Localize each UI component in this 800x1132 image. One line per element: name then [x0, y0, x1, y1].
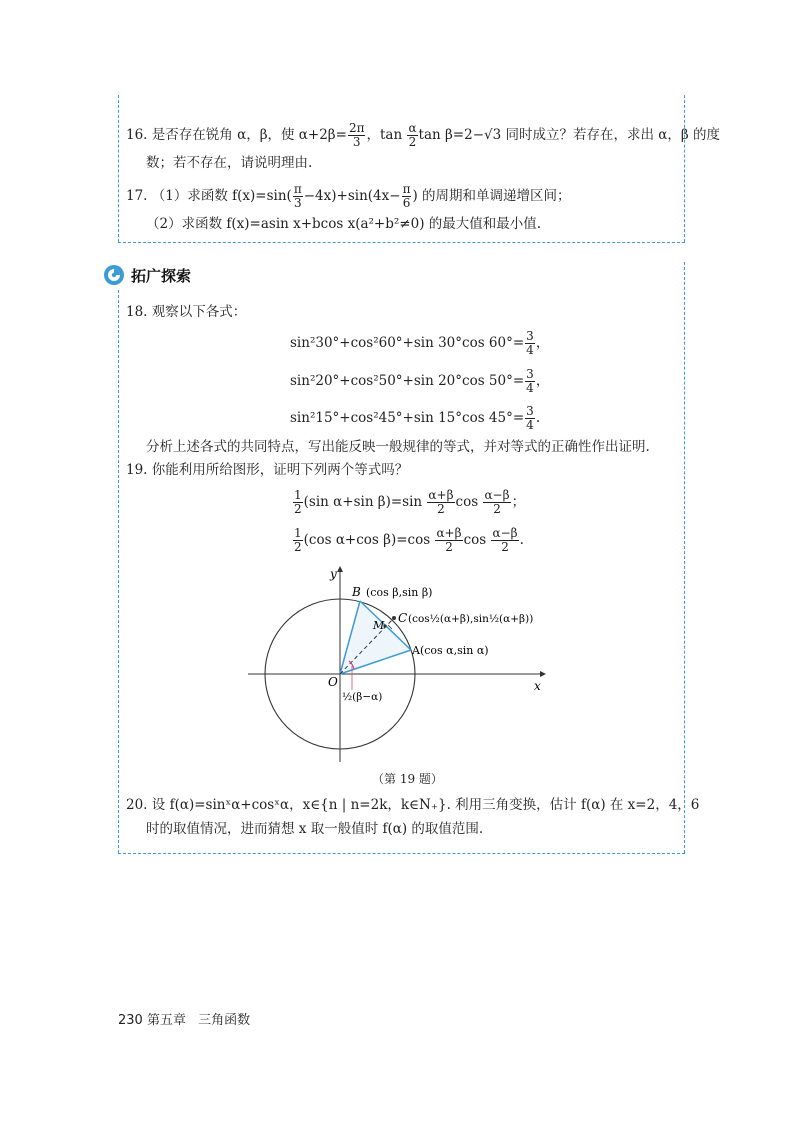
bottom-box-right-border	[684, 262, 685, 853]
problem-18-number: 18.	[126, 304, 148, 320]
figure-caption: （第 19 题）	[372, 772, 443, 786]
problem-19-intro: 19. 你能利用所给图形，证明下列两个等式吗？	[126, 462, 409, 478]
label-x: x	[534, 679, 541, 693]
bottom-box-bottom-border	[118, 853, 685, 854]
fraction: $\frac{\alpha+\beta}{2}$	[428, 488, 454, 516]
label-y: y	[330, 567, 337, 581]
problem-18-equation-1: sin²30°+cos²60°+sin 30°cos 60°= $\frac{3}{4}$ ，	[290, 329, 550, 357]
problem-16-line-2: 数；若不存在，请说明理由.	[146, 155, 313, 171]
section-title: 拓广探索	[131, 266, 192, 285]
problem-19-equation-2: $\frac{1}{2}$ (cos α+cos β)=cos $\frac{\alpha+\beta}{2}$ cos $\frac{\alpha-\beta}{2}$ .	[294, 526, 524, 554]
problem-19-equation-1: $\frac{1}{2}$ (sin α+sin β)=sin $\frac{\alpha+\beta}{2}$ cos $\frac{\alpha-\beta}{2}$ ；	[294, 488, 526, 516]
problem-17-part-2: （2）求函数 f(x)=asin x+bcos x(a²+b²≠0) 的最大值和最小值.	[146, 216, 542, 232]
unit-circle-figure	[240, 566, 560, 766]
fraction: $\frac{3}{4}$	[526, 329, 534, 357]
label-angle: ½(β−α)	[342, 691, 383, 703]
problem-18-intro: 18. 观察以下各式：	[126, 304, 247, 320]
problem-16-number: 16.	[126, 127, 148, 143]
fraction: $\frac{1}{2}$	[294, 526, 302, 554]
page-footer	[118, 1009, 250, 1028]
explore-icon	[103, 264, 125, 286]
label-b-coord: (cos β,sin β)	[366, 586, 433, 599]
problem-18-equation-2: sin²20°+cos²50°+sin 20°cos 50°= $\frac{3}{4}$ ，	[290, 367, 550, 395]
fraction: $\frac{1}{2}$	[294, 488, 302, 516]
fraction: $\frac{3}{4}$	[526, 404, 534, 432]
label-c-coord: (cos½(α+β),sin½(α+β))	[408, 613, 534, 625]
page-number: 230	[118, 1013, 143, 1028]
top-box-right-border	[684, 95, 685, 242]
top-box-left-border	[118, 95, 119, 242]
problem-20-line-2: 时的取值情况，进而猜想 x 取一般值时 f(α) 的取值范围.	[146, 821, 484, 837]
y-axis-arrow-icon	[337, 566, 343, 572]
problem-17-number: 17.	[126, 188, 148, 204]
problem-20-line-1: 20. 设 f(α)=sinˣα+cosˣα，x∈{n | n=2k，k∈N₊}. 利用三角变换，估计 f(α) 在 x=2，4，6	[126, 797, 700, 813]
fraction: $\frac{\alpha+\beta}{2}$	[436, 526, 462, 554]
problem-18-equation-3: sin²15°+cos²45°+sin 15°cos 45°= $\frac{3}{4}$ .	[290, 404, 541, 432]
label-o: O	[328, 675, 338, 689]
chapter-label: 第五章	[146, 1013, 186, 1028]
point-c	[392, 616, 396, 620]
chapter-title: 三角函数	[198, 1013, 251, 1028]
label-a: A(cos α,sin α)	[412, 644, 489, 657]
problem-18-conclusion: 分析上述各式的共同特点，写出能反映一般规律的等式，并对等式的正确性作出证明.	[146, 439, 650, 455]
fraction: $\frac{\alpha}{2}$	[408, 121, 417, 149]
problem-16-line-1: 16. 是否存在锐角 α，β，使 α+2β= $\frac{2\pi}{3}$ ，tan $\frac{\alpha}{2}$ tan β=2−√3 同时成立？若存在，求出 α，β 的度	[126, 121, 721, 149]
problem-17-part-1: 17. （1）求函数 f(x)=sin( $\frac{\pi}{3}$ −4x)+sin(4x− $\frac{\pi}{6}$ ) 的周期和单调递增区间；	[126, 182, 571, 210]
fraction: $\frac{\pi}{6}$	[402, 182, 411, 210]
problem-20-number: 20.	[126, 797, 148, 813]
label-b: B	[352, 585, 361, 599]
fraction: $\frac{\alpha-\beta}{2}$	[484, 488, 510, 516]
bottom-box-left-border	[118, 290, 119, 853]
fraction: $\frac{2\pi}{3}$	[348, 121, 365, 149]
problem-19-number: 19.	[126, 462, 148, 478]
top-box-bottom-border	[118, 242, 685, 243]
x-axis-arrow-icon	[540, 671, 546, 677]
fraction: $\frac{3}{4}$	[526, 367, 534, 395]
fraction: $\frac{\alpha-\beta}{2}$	[492, 526, 518, 554]
section-header	[103, 262, 191, 288]
label-c: C	[398, 611, 408, 625]
label-m: M	[373, 619, 385, 632]
fraction: $\frac{\pi}{3}$	[293, 182, 302, 210]
